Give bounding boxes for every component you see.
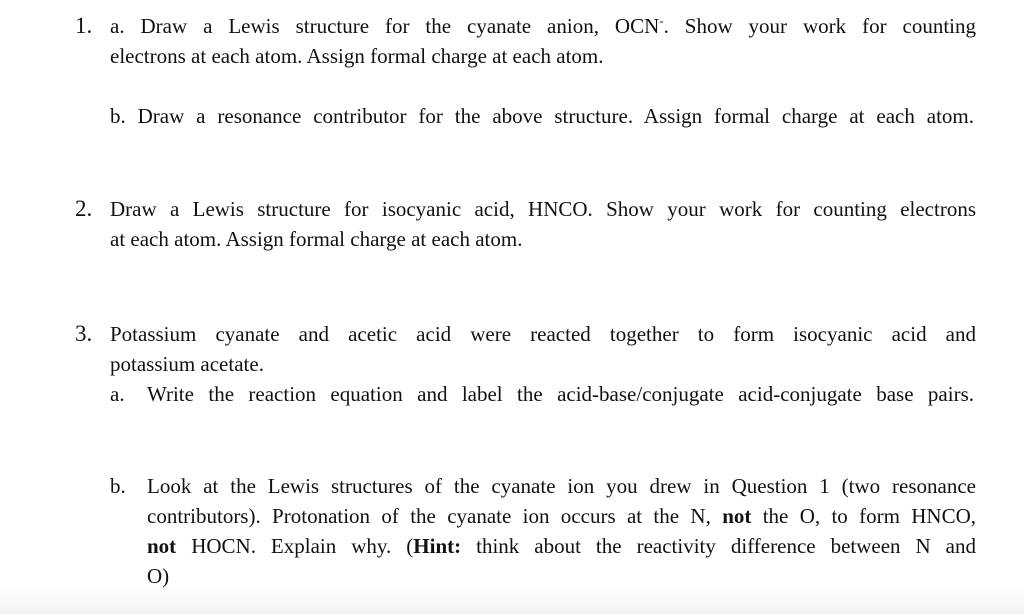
text: a. Draw a Lewis structure for the cyanate anion, OCN xyxy=(110,14,660,38)
question-number: 2. xyxy=(75,196,93,221)
text: . Show your work for counting xyxy=(663,14,976,38)
question-1a-line-1 xyxy=(110,11,976,41)
question-3a-line-1: Write the reaction equation and label the acid-base/conjugate acid-conjugate base pairs. xyxy=(147,382,974,406)
text: HOCN. Explain why. ( xyxy=(191,534,414,558)
question-3a-label: a. xyxy=(110,382,125,406)
question-2-line-1: Draw a Lewis structure for isocyanic acid, HNCO. Show your work for counting electrons xyxy=(110,197,976,221)
superscript-charge: - xyxy=(659,13,664,28)
question-3b-line-1: Look at the Lewis structures of the cyanate ion you drew in Question 1 (two resonance xyxy=(147,474,976,498)
bold-text: Hint: xyxy=(413,534,462,558)
question-1b-line-1: b. Draw a resonance contributor for the above structure. Assign formal charge at each atom. xyxy=(110,104,974,128)
question-3b-label: b. xyxy=(110,474,126,498)
text: contributors). Protonation of the cyanate ion occurs at the N, xyxy=(147,504,711,528)
question-3b-line-2 xyxy=(147,501,976,531)
bold-text: not xyxy=(722,504,752,528)
question-number: 1. xyxy=(75,13,93,38)
question-number: 3. xyxy=(75,321,93,346)
bold-text: not xyxy=(147,534,177,558)
question-3-line-1: Potassium cyanate and acetic acid were reacted together to form isocyanic acid and xyxy=(110,322,976,346)
question-3b-line-3 xyxy=(147,531,976,561)
text: think about the reactivity difference between N and xyxy=(476,534,977,558)
question-3b-line-4: O) xyxy=(147,564,170,588)
question-2-line-2: at each atom. Assign formal charge at each atom. xyxy=(110,227,523,251)
question-3-line-2: potassium acetate. xyxy=(110,352,264,376)
page-bottom-shade xyxy=(0,588,1024,614)
question-1a-line-2: electrons at each atom. Assign formal charge at each atom. xyxy=(110,44,604,68)
text: the O, to form HNCO, xyxy=(762,504,977,528)
